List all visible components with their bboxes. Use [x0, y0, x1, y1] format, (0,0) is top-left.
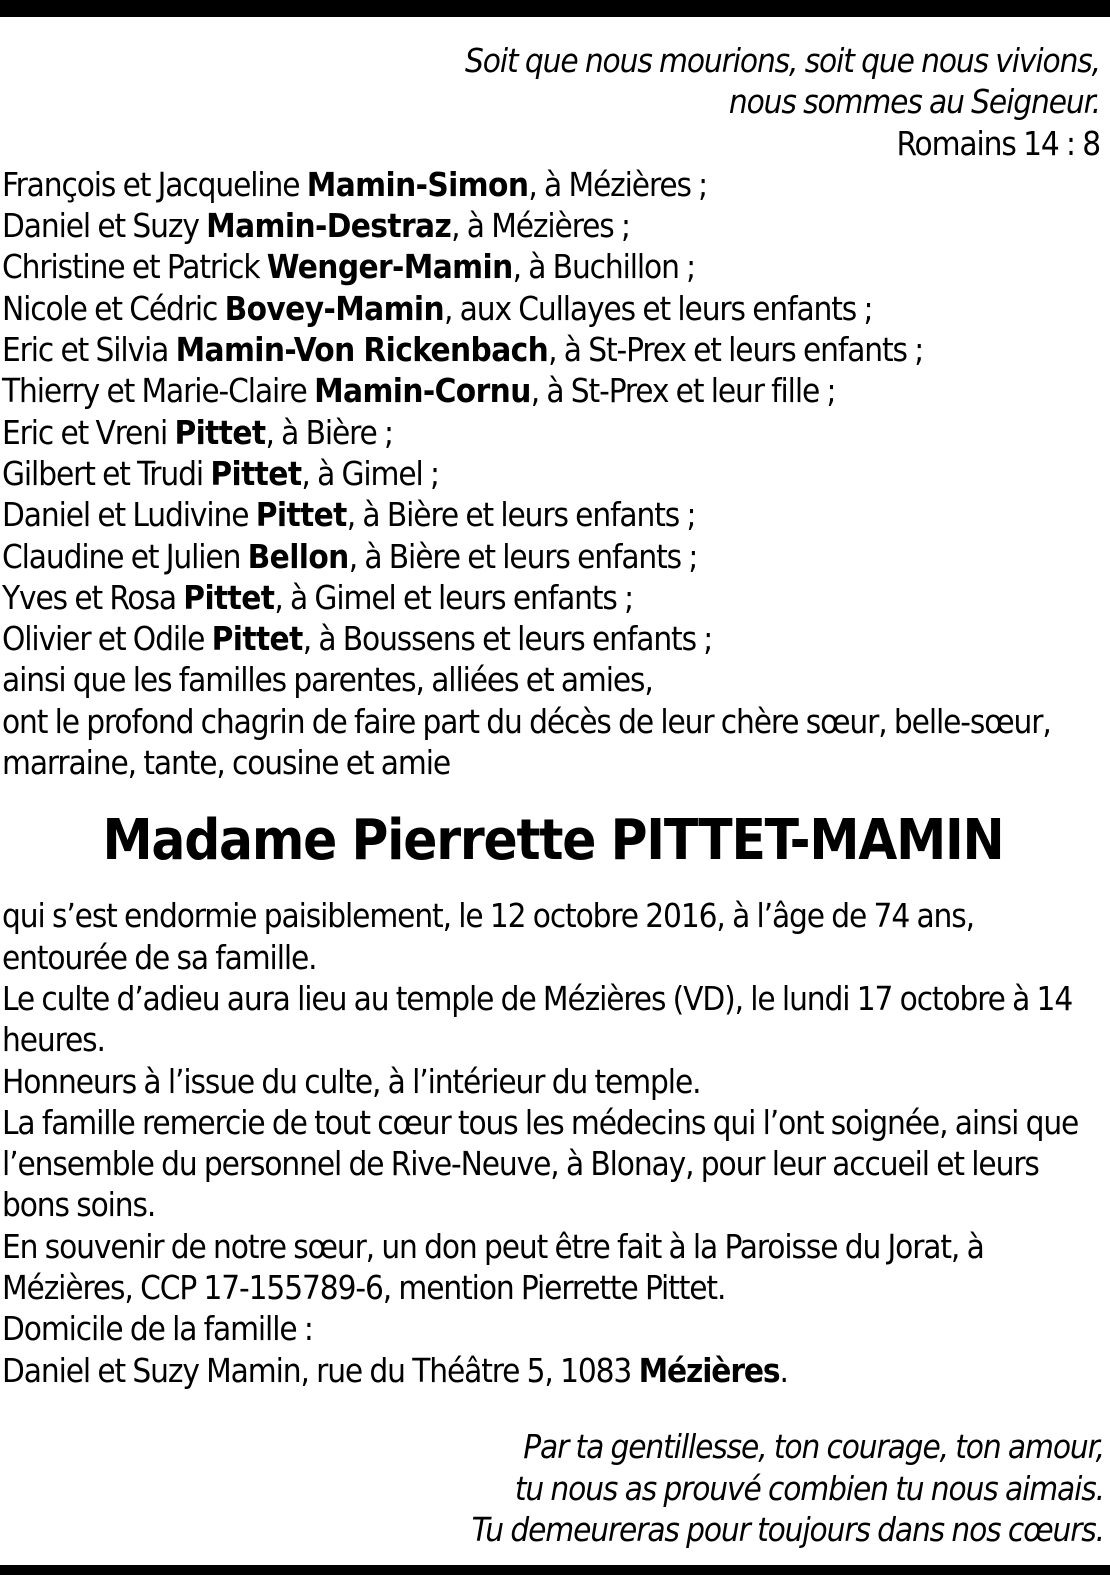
closing-line-1: Par ta gentillesse, ton courage, ton amour,: [523, 1427, 1104, 1466]
member-names: Yves et Rosa: [2, 577, 176, 617]
member-location: , à Gimel et leurs enfants ;: [274, 577, 634, 617]
member-surname: Pittet: [210, 453, 302, 493]
member-surname: Wenger-Mamin: [266, 247, 513, 287]
detail-passing: qui s’est endormie paisiblement, le 12 octobre 2016, à l’âge de 74 ans, entourée de sa famille.: [2, 896, 974, 977]
detail-domicile-label: Domicile de la famille :: [2, 1309, 313, 1349]
member-surname: Mamin-Simon: [306, 164, 529, 204]
member-names: Daniel et Suzy: [2, 206, 199, 246]
member-names: Eric et Vreni: [2, 412, 168, 452]
member-location: , à Mézières ;: [451, 206, 630, 246]
epigraph-reference: Romains 14 : 8: [896, 123, 1100, 163]
family-member: [2, 246, 1104, 287]
detail-service: Le culte d’adieu aura lieu au temple de Mézières (VD), le lundi 17 octobre à 14 heures.: [2, 978, 1073, 1060]
family-member: [2, 205, 1104, 246]
intro-announcement: ont le profond chagrin de faire part du décès de leur chère sœur, belle-sœur, marraine, tante, cousine et amie: [2, 701, 1051, 783]
member-surname: Bellon: [247, 536, 349, 576]
closing-line-3: Tu demeureras pour toujours dans nos cœurs.: [471, 1510, 1104, 1549]
epigraph-line-2: nous sommes au Seigneur.: [728, 82, 1100, 122]
intro-relatives: ainsi que les familles parentes, alliées et amies,: [2, 660, 653, 700]
family-list: [2, 164, 1104, 660]
epigraph-line-1: Soit que nous mourions, soit que nous vivions,: [465, 41, 1100, 80]
member-names: Gilbert et Trudi: [2, 453, 204, 493]
member-surname: Pittet: [174, 412, 266, 452]
address-period: .: [779, 1350, 788, 1390]
member-location: , à Bière et leurs enfants ;: [346, 495, 696, 535]
detail-thanks: La famille remercie de tout cœur tous les médecins qui l’ont soignée, ainsi que l’ensemble du personnel de Rive-Neuve, à Blonay, pour leur accueil et leurs bons soins.: [2, 1102, 1079, 1225]
obituary-content: [2, 40, 1104, 1391]
address-city: Mézières: [638, 1350, 780, 1390]
member-names: Daniel et Ludivine: [2, 495, 249, 535]
family-member: [2, 288, 1104, 329]
member-surname: Pittet: [183, 577, 275, 617]
family-member: [2, 164, 1104, 205]
member-names: Christine et Patrick: [2, 247, 260, 287]
member-names: Claudine et Julien: [2, 536, 241, 576]
member-location: , à Gimel ;: [301, 453, 439, 493]
member-location: , aux Cullayes et leurs enfants ;: [444, 288, 873, 328]
family-member: [2, 536, 1104, 577]
top-border-rule: [0, 0, 1110, 17]
family-member: [2, 370, 1104, 411]
bottom-border-rule: [0, 1565, 1110, 1575]
address-street: Daniel et Suzy Mamin, rue du Théâtre 5, 1083: [2, 1350, 632, 1390]
member-location: , à St-Prex et leur fille ;: [530, 371, 836, 411]
member-location: , à Bière ;: [265, 412, 393, 452]
member-surname: Pittet: [211, 619, 303, 659]
family-address: [2, 1350, 1104, 1391]
member-surname: Mamin-Von Rickenbach: [175, 330, 549, 370]
member-surname: Mamin-Destraz: [206, 206, 452, 246]
family-member: [2, 412, 1104, 453]
member-names: Nicole et Cédric: [2, 288, 218, 328]
detail-honours: Honneurs à l’issue du culte, à l’intérieur du temple.: [2, 1061, 701, 1101]
bible-epigraph: [2, 40, 1104, 164]
family-member: [2, 494, 1104, 535]
member-surname: Pittet: [255, 495, 347, 535]
member-names: Eric et Silvia: [2, 330, 169, 370]
member-location: , à Bière et leurs enfants ;: [348, 536, 698, 576]
detail-donation: En souvenir de notre sœur, un don peut être fait à la Paroisse du Jorat, à Mézières, CCP 17-155789-6, mention Pierrette Pittet.: [2, 1226, 984, 1308]
family-member: [2, 453, 1104, 494]
family-member: [2, 329, 1104, 370]
family-member: [2, 577, 1104, 618]
family-member: [2, 618, 1104, 659]
member-surname: Mamin-Cornu: [314, 371, 531, 411]
member-names: Thierry et Marie-Claire: [2, 371, 307, 411]
member-location: , à Mézières ;: [528, 164, 708, 204]
member-location: , à St-Prex et leurs enfants ;: [548, 330, 924, 370]
deceased-name: Madame Pierrette PITTET-MAMIN: [102, 808, 1004, 874]
member-location: , à Boussens et leurs enfants ;: [302, 619, 713, 659]
member-location: , à Buchillon ;: [512, 247, 696, 287]
member-names: Olivier et Odile: [2, 619, 205, 659]
member-names: François et Jacqueline: [2, 164, 300, 204]
closing-verse: [472, 1426, 1104, 1551]
member-surname: Bovey-Mamin: [224, 288, 445, 328]
closing-line-2: tu nous as prouvé combien tu nous aimais.: [514, 1468, 1104, 1508]
